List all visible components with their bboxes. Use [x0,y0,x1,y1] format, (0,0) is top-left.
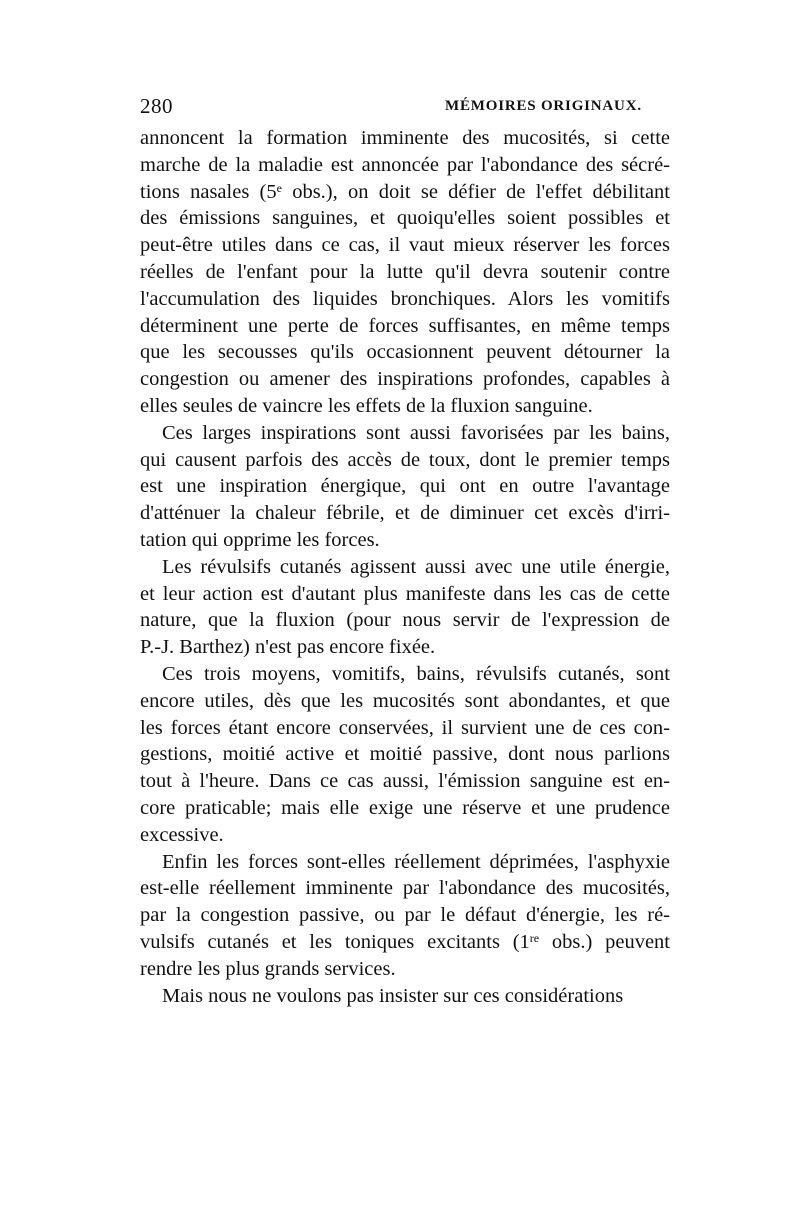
text-line: les forces étant encore conservées, il survient une de ces con- [140,716,670,739]
text-line: Enfin les forces sont-elles réellement déprimées, l'asphyxie [162,850,670,873]
text-line: est-elle réellement imminente par l'abondance des mucosités, [140,877,670,900]
text-line: tions nasales (5e obs.), on doit se défier de l'effet débilitant [140,180,670,203]
text-line: Ces larges inspirations sont aussi favorisées par les bains, [162,421,670,444]
text-line: peut-être utiles dans ce cas, il vaut mieux réserver les forces [140,234,670,257]
text-line: d'atténuer la chaleur fébrile, et de diminuer cet excès d'irri- [140,502,670,525]
text-line: tout à l'heure. Dans ce cas aussi, l'émission sanguine est en- [140,770,670,793]
page-header [140,94,670,124]
text-line: déterminent une perte de forces suffisantes, en même temps [140,314,670,337]
text-line: congestion ou amener des inspirations profondes, capables à [140,368,670,391]
text-line: excessive. [140,823,224,846]
text-line: P.-J. Barthez) n'est pas encore fixée. [140,636,436,659]
body-text [140,125,670,1009]
text-line: l'accumulation des liquides bronchiques. Alors les vomitifs [140,287,670,310]
text-line: vulsifs cutanés et les toniques excitants (1re obs.) peuvent [140,930,670,953]
text-line: encore utiles, dès que les mucosités sont abondantes, et que [140,689,670,712]
text-line: rendre les plus grands services. [140,957,396,980]
text-line: que les secousses qu'ils occasionnent peuvent détourner la [140,341,670,364]
text-line: par la congestion passive, ou par le défaut d'énergie, les ré- [140,904,670,927]
text-line: qui causent parfois des accès de toux, dont le premier temps [140,448,670,471]
text-line: gestions, moitié active et moitié passive, dont nous parlions [140,743,670,766]
text-line: marche de la maladie est annoncée par l'abondance des sécré- [140,153,670,176]
text-line: Ces trois moyens, vomitifs, bains, révulsifs cutanés, sont [162,662,670,685]
text-line: core praticable; mais elle exige une réserve et une prudence [140,796,670,819]
text-line: des émissions sanguines, et quoiqu'elles soient possibles et [140,207,670,230]
text-line: et leur action est d'autant plus manifeste dans les cas de cette [140,582,670,605]
text-line: est une inspiration énergique, qui ont en outre l'avantage [140,475,670,498]
text-line: nature, que la fluxion (pour nous servir de l'expression de [140,609,670,632]
text-line: elles seules de vaincre les effets de la fluxion sanguine. [140,394,593,417]
running-head: MÉMOIRES ORIGINAUX. [445,98,642,114]
text-line: tation qui opprime les forces. [140,528,380,551]
text-line: réelles de l'enfant pour la lutte qu'il devra soutenir contre [140,260,670,283]
page-number: 280 [140,94,173,118]
text-line: Mais nous ne voulons pas insister sur ces considérations [162,984,624,1007]
text-line: annoncent la formation imminente des mucosités, si cette [140,127,670,149]
text-line: Les révulsifs cutanés agissent aussi avec une utile énergie, [162,555,670,578]
